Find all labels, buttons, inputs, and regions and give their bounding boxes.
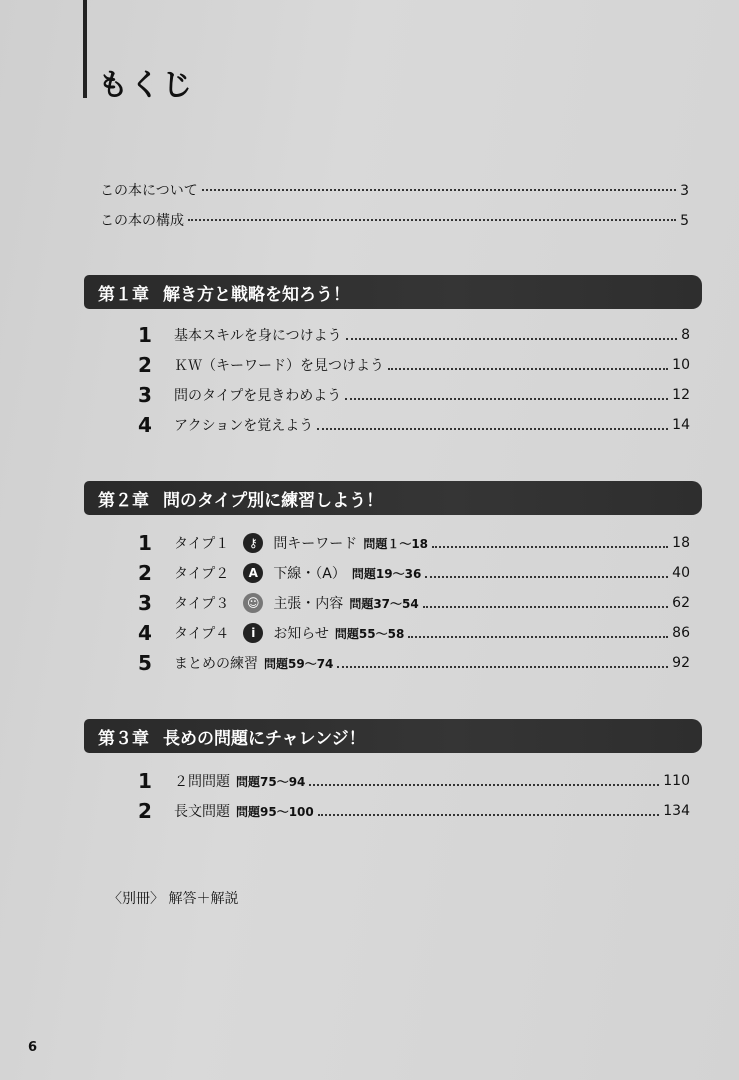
leader-dots <box>317 428 668 430</box>
item-page: 12 <box>672 387 690 403</box>
item-number: 2 <box>138 561 152 585</box>
item-label: まとめの練習 <box>174 656 258 672</box>
toc-item[interactable] <box>138 561 690 585</box>
page-title: もくじ <box>98 68 194 103</box>
item-page: 14 <box>672 417 690 433</box>
item-number: 1 <box>138 769 152 793</box>
item-page: 86 <box>672 625 690 641</box>
chapter-number: 第２章 <box>98 490 149 511</box>
item-page: 110 <box>663 773 690 789</box>
chapter-3-header[interactable] <box>84 719 702 753</box>
toc-item[interactable] <box>138 413 690 437</box>
item-type: タイプ４ <box>174 626 230 642</box>
toc-entry-label: この本の構成 <box>100 213 184 229</box>
item-number: 1 <box>138 531 152 555</box>
item-label: アクションを覚えよう <box>174 418 314 434</box>
chapter-title: 解き方と戦略を知ろう！ <box>163 284 350 305</box>
chapter-title: 長めの問題にチャレンジ！ <box>163 728 366 749</box>
info-icon: i <box>243 623 263 643</box>
item-number: 4 <box>138 413 152 437</box>
item-page: 10 <box>672 357 690 373</box>
item-page: 62 <box>672 595 690 611</box>
item-label: ２問問題 <box>174 774 230 790</box>
chapter-1-header[interactable] <box>84 275 702 309</box>
chapter-number: 第１章 <box>98 284 149 305</box>
leader-dots <box>202 189 676 191</box>
a-badge-icon: A <box>243 563 263 583</box>
item-range: 問題55～58 <box>334 626 405 641</box>
toc-item[interactable] <box>138 323 690 347</box>
toc-item[interactable] <box>138 353 690 377</box>
item-label: 基本スキルを身につけよう <box>174 328 342 344</box>
leader-dots <box>423 606 668 608</box>
toc-entry-structure[interactable] <box>100 210 689 230</box>
leader-dots <box>337 666 668 668</box>
toc-item[interactable] <box>138 383 690 407</box>
item-range: 問題１～18 <box>363 536 429 551</box>
item-range: 問題37～54 <box>349 596 419 611</box>
toc-item[interactable] <box>138 651 690 675</box>
leader-dots <box>432 546 668 548</box>
leader-dots <box>345 398 668 400</box>
item-page: 18 <box>672 535 690 551</box>
item-number: 2 <box>138 353 152 377</box>
item-label: 主張・内容 <box>273 596 344 612</box>
face-icon: ☺ <box>243 593 263 613</box>
item-page: 40 <box>672 565 690 581</box>
toc-entry-label: この本について <box>100 183 198 199</box>
toc-entry-page: 5 <box>680 213 689 229</box>
item-number: 1 <box>138 323 152 347</box>
item-range: 問題59～74 <box>264 656 334 671</box>
toc-item[interactable] <box>138 621 690 645</box>
item-range: 問題95～100 <box>236 804 314 819</box>
chapter-title: 問のタイプ別に練習しよう！ <box>163 490 384 511</box>
item-number: 4 <box>138 621 152 645</box>
key-icon: ⚷ <box>243 533 263 553</box>
item-type: タイプ２ <box>174 566 230 582</box>
item-number: 3 <box>138 383 152 407</box>
toc-entry-about[interactable] <box>100 180 689 200</box>
item-type: タイプ３ <box>174 596 230 612</box>
leader-dots <box>346 338 677 340</box>
item-label: お知らせ <box>273 626 329 642</box>
toc-item[interactable] <box>138 531 690 555</box>
toc-item[interactable] <box>138 591 690 615</box>
item-number: 2 <box>138 799 152 823</box>
page-number: 6 <box>28 1040 38 1055</box>
toc-item[interactable] <box>138 769 690 793</box>
leader-dots <box>318 814 660 816</box>
item-page: 8 <box>681 327 690 343</box>
supplement-note: 〈別冊〉 解答＋解説 <box>108 891 239 907</box>
item-number: 3 <box>138 591 152 615</box>
item-range: 問題19～36 <box>351 566 422 581</box>
leader-dots <box>408 636 668 638</box>
item-label: 長文問題 <box>174 804 230 820</box>
item-range: 問題75～94 <box>236 774 306 789</box>
item-label: ＫＷ（キーワード）を見つけよう <box>174 358 384 374</box>
item-label: 下線・（A） <box>273 566 346 582</box>
chapter-number: 第３章 <box>98 728 149 749</box>
item-page: 92 <box>672 655 690 671</box>
item-label: 問のタイプを見きわめよう <box>174 388 342 404</box>
item-label: 問キーワード <box>273 536 358 552</box>
leader-dots <box>309 784 659 786</box>
item-number: 5 <box>138 651 152 675</box>
item-type: タイプ１ <box>174 536 230 552</box>
chapter-2-header[interactable] <box>84 481 702 515</box>
leader-dots <box>388 368 668 370</box>
title-accent-bar <box>83 0 87 98</box>
toc-item[interactable] <box>138 799 690 823</box>
leader-dots <box>188 219 676 221</box>
toc-entry-page: 3 <box>680 183 689 199</box>
leader-dots <box>425 576 668 578</box>
item-page: 134 <box>663 803 690 819</box>
